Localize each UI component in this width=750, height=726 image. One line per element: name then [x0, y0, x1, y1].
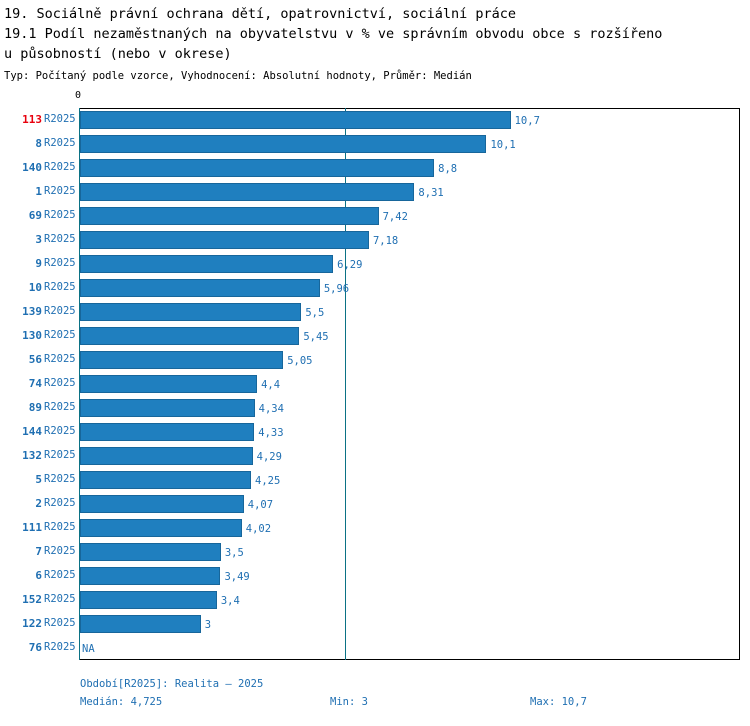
bar[interactable] — [80, 399, 255, 417]
table-row[interactable] — [0, 180, 750, 204]
row-period-label: R2025 — [44, 473, 76, 485]
bar-rows — [0, 108, 750, 660]
row-rank: 8 — [35, 137, 42, 150]
row-rank: 7 — [35, 545, 42, 558]
bar[interactable] — [80, 447, 253, 465]
table-row[interactable] — [0, 252, 750, 276]
row-period-label: R2025 — [44, 281, 76, 293]
bar[interactable] — [80, 255, 333, 273]
bar-container — [80, 183, 740, 201]
bar-container — [80, 447, 740, 465]
bar[interactable] — [80, 327, 299, 345]
title-line-1: 19. Sociálně právní ochrana dětí, opatrovnictví, sociální práce — [4, 6, 517, 22]
table-row[interactable] — [0, 516, 750, 540]
row-rank: 144 — [22, 425, 42, 438]
bar[interactable] — [80, 423, 254, 441]
table-row[interactable] — [0, 108, 750, 132]
table-row[interactable] — [0, 132, 750, 156]
bar-container — [80, 351, 740, 369]
bar-container — [80, 231, 740, 249]
bar-value-label: 4,07 — [247, 499, 274, 511]
bar-value-label: 8,8 — [438, 163, 458, 175]
bar-value-label: 5,45 — [303, 331, 329, 343]
bar[interactable] — [80, 279, 320, 297]
row-period-label: R2025 — [44, 449, 76, 461]
row-period-label: R2025 — [44, 185, 76, 197]
bar[interactable] — [80, 543, 221, 561]
bar-container — [80, 471, 740, 489]
bar[interactable] — [80, 351, 283, 369]
table-row[interactable] — [0, 420, 750, 444]
bar-value-label: 3,4 — [220, 595, 240, 607]
bar-container — [80, 279, 740, 297]
table-row[interactable] — [0, 564, 750, 588]
bar[interactable] — [80, 135, 486, 153]
bar[interactable] — [80, 375, 257, 393]
bar-container — [80, 567, 740, 585]
legend-period: Období[R2025]: Realita – 2025 — [80, 678, 264, 690]
table-row[interactable] — [0, 492, 750, 516]
bar-container — [80, 399, 740, 417]
bar-value-label: 8,31 — [418, 187, 444, 199]
table-row[interactable] — [0, 468, 750, 492]
row-rank: 89 — [28, 401, 42, 414]
bar[interactable] — [80, 231, 369, 249]
row-period-label: R2025 — [44, 641, 76, 653]
chart-header — [0, 0, 750, 84]
row-rank: 140 — [22, 161, 42, 174]
table-row[interactable] — [0, 396, 750, 420]
row-period-label: R2025 — [44, 617, 76, 629]
row-period-label: R2025 — [44, 593, 76, 605]
row-period-label: R2025 — [44, 113, 76, 125]
bar[interactable] — [80, 471, 251, 489]
bar-value-label: 6,29 — [337, 259, 363, 271]
bar-container — [80, 303, 740, 321]
row-period-label: R2025 — [44, 545, 76, 557]
bar[interactable] — [80, 615, 201, 633]
bar-value-label: 3,5 — [224, 547, 244, 559]
bar-value-label: 10,1 — [490, 139, 516, 151]
row-rank: 3 — [35, 233, 42, 246]
table-row[interactable] — [0, 156, 750, 180]
row-period-label: R2025 — [44, 377, 76, 389]
table-row[interactable] — [0, 276, 750, 300]
row-rank: 10 — [28, 281, 42, 294]
bar[interactable] — [80, 111, 511, 129]
stat-min: Min: 3 — [330, 696, 368, 708]
bar-container — [80, 327, 740, 345]
row-period-label: R2025 — [44, 425, 76, 437]
bar-container — [80, 207, 740, 225]
row-period-label: R2025 — [44, 161, 76, 173]
bar-value-label: 10,7 — [514, 115, 540, 127]
title-line-3: u působností (nebo v okrese) — [4, 46, 232, 62]
row-rank: 111 — [22, 521, 42, 534]
row-rank: 130 — [22, 329, 42, 342]
row-rank: 113 — [22, 113, 42, 126]
row-rank: 76 — [28, 641, 42, 654]
table-row[interactable] — [0, 636, 750, 660]
bar[interactable] — [80, 519, 242, 537]
bar-container — [80, 135, 740, 153]
bar-value-label: 4,02 — [245, 523, 272, 535]
table-row[interactable] — [0, 228, 750, 252]
row-period-label: R2025 — [44, 305, 76, 317]
row-rank: 132 — [22, 449, 42, 462]
row-period-label: R2025 — [44, 497, 76, 509]
bar[interactable] — [80, 567, 220, 585]
table-row[interactable] — [0, 348, 750, 372]
bar-value-label: 7,18 — [372, 235, 399, 247]
row-period-label: R2025 — [44, 569, 76, 581]
row-rank: 139 — [22, 305, 42, 318]
table-row[interactable] — [0, 612, 750, 636]
bar[interactable] — [80, 159, 434, 177]
bar-value-label: 5,5 — [305, 307, 325, 319]
bar-container — [80, 615, 740, 633]
bar-value-label: 4,34 — [258, 403, 284, 415]
stat-median: Medián: 4,725 — [80, 696, 163, 708]
row-period-label: R2025 — [44, 233, 76, 245]
bar-container — [80, 375, 740, 393]
bar-container — [80, 159, 740, 177]
row-rank: 9 — [35, 257, 42, 270]
bar-value-label: 5,96 — [323, 283, 350, 295]
bar-value-label: 4,25 — [255, 475, 281, 487]
row-rank: 6 — [35, 569, 42, 582]
bar-value-label: 5,05 — [287, 355, 313, 367]
bar-value-label: NA — [82, 643, 95, 655]
table-row[interactable] — [0, 372, 750, 396]
table-row[interactable] — [0, 588, 750, 612]
bar-value-label: 4,33 — [258, 427, 284, 439]
row-rank: 1 — [35, 185, 42, 198]
bar-container — [80, 423, 740, 441]
row-period-label: R2025 — [44, 401, 76, 413]
bar-value-label: 4,4 — [261, 379, 281, 391]
row-rank: 74 — [28, 377, 42, 390]
table-row[interactable] — [0, 204, 750, 228]
bar[interactable] — [80, 495, 244, 513]
bar-container — [80, 495, 740, 513]
bar-container — [80, 543, 740, 561]
table-row[interactable] — [0, 300, 750, 324]
bar-container — [80, 519, 740, 537]
row-rank: 56 — [28, 353, 42, 366]
title-line-2: 19.1 Podíl nezaměstnaných na obyvatelstvu v % ve správním obvodu obce s rozšířeno — [4, 26, 663, 42]
row-rank: 152 — [22, 593, 42, 606]
bar-container — [80, 255, 740, 273]
row-period-label: R2025 — [44, 521, 76, 533]
axis-zero-label: 0 — [75, 90, 82, 101]
row-rank: 69 — [28, 209, 42, 222]
row-period-label: R2025 — [44, 353, 76, 365]
table-row[interactable] — [0, 444, 750, 468]
row-rank: 5 — [35, 473, 42, 486]
bar-value-label: 3 — [204, 619, 212, 631]
table-row[interactable] — [0, 540, 750, 564]
row-rank: 122 — [22, 617, 42, 630]
table-row[interactable] — [0, 324, 750, 348]
bar-container — [80, 639, 740, 657]
bar[interactable] — [80, 303, 301, 321]
row-period-label: R2025 — [44, 329, 76, 341]
chart-plot-area — [0, 90, 750, 660]
stat-max: Max: 10,7 — [530, 696, 587, 708]
bar[interactable] — [80, 591, 217, 609]
bar[interactable] — [80, 183, 414, 201]
row-period-label: R2025 — [44, 257, 76, 269]
bar[interactable] — [80, 207, 379, 225]
row-period-label: R2025 — [44, 209, 76, 221]
bar-container — [80, 111, 740, 129]
chart-subtitle: Typ: Počítaný podle vzorce, Vyhodnocení: Absolutní hodnoty, Průměr: Medián — [4, 70, 472, 82]
bar-value-label: 4,29 — [256, 451, 282, 463]
bar-value-label: 7,42 — [382, 211, 408, 223]
row-rank: 2 — [35, 497, 42, 510]
bar-container — [80, 591, 740, 609]
bar-value-label: 3,49 — [224, 571, 250, 583]
row-period-label: R2025 — [44, 137, 76, 149]
